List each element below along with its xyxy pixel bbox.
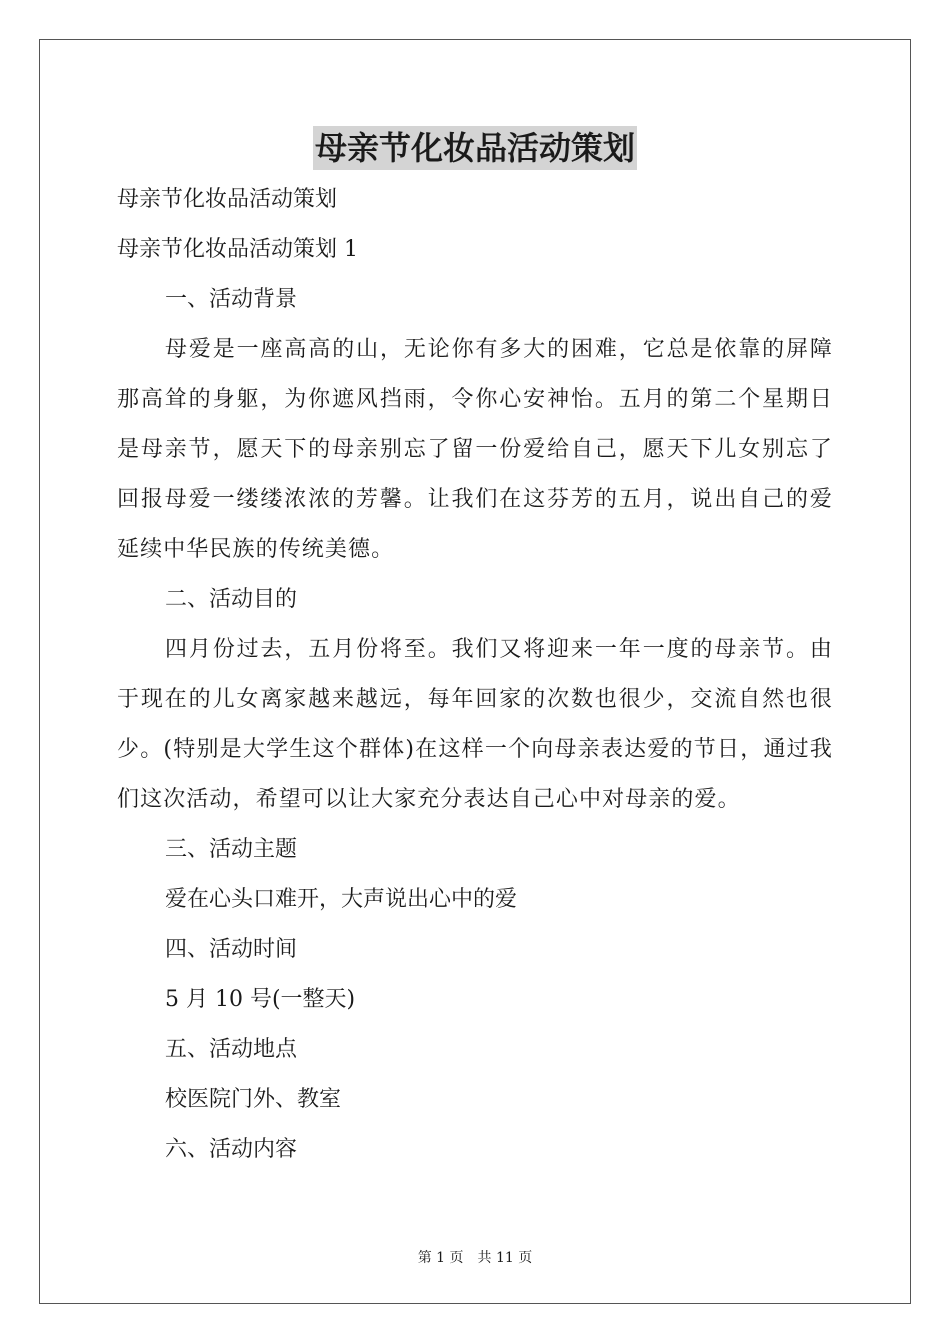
document-title: 母亲节化妆品活动策划 bbox=[313, 126, 637, 170]
heading-purpose: 二、活动目的 bbox=[165, 587, 298, 612]
heading-location: 五、活动地点 bbox=[165, 1037, 298, 1062]
paragraph-purpose: 四月份过去，五月份将至。我们又将迎来一年一度的母亲节。由于现在的儿女离家越来越远，每年回家的次数也很少，交流自然也很少。(特别是大学生这个群体)在这样一个向母亲表达爱的节日，通过我们这次活动，希望可以让大家充分表达自己心中对母亲的爱。 bbox=[117, 637, 833, 812]
theme-text: 爱在心头口难开，大声说出心中的爱 bbox=[165, 887, 518, 912]
heading-time: 四、活动时间 bbox=[165, 937, 298, 962]
document-body bbox=[117, 175, 833, 1175]
section-title: 母亲节化妆品活动策划 1 bbox=[117, 237, 358, 262]
location-text: 校医院门外、教室 bbox=[165, 1087, 342, 1112]
heading-background: 一、活动背景 bbox=[165, 287, 298, 312]
heading-content: 六、活动内容 bbox=[165, 1137, 298, 1162]
paragraph-background: 母爱是一座高高的山，无论你有多大的困难，它总是依靠的屏障那高耸的身躯，为你遮风挡雨，令你心安神怡。五月的第二个星期日是母亲节，愿天下的母亲别忘了留一份爱给自己，愿天下儿女别忘了回报母爱一缕缕浓浓的芳馨。让我们在这芬芳的五月，说出自己的爱延续中华民族的传统美德。 bbox=[117, 337, 833, 562]
heading-theme: 三、活动主题 bbox=[165, 837, 298, 862]
title-container bbox=[0, 126, 950, 170]
page-footer: 第 1 页 共 11 页 bbox=[417, 1250, 533, 1266]
time-text: 5 月 10 号(一整天) bbox=[165, 987, 356, 1012]
subtitle-line: 母亲节化妆品活动策划 bbox=[117, 187, 338, 212]
